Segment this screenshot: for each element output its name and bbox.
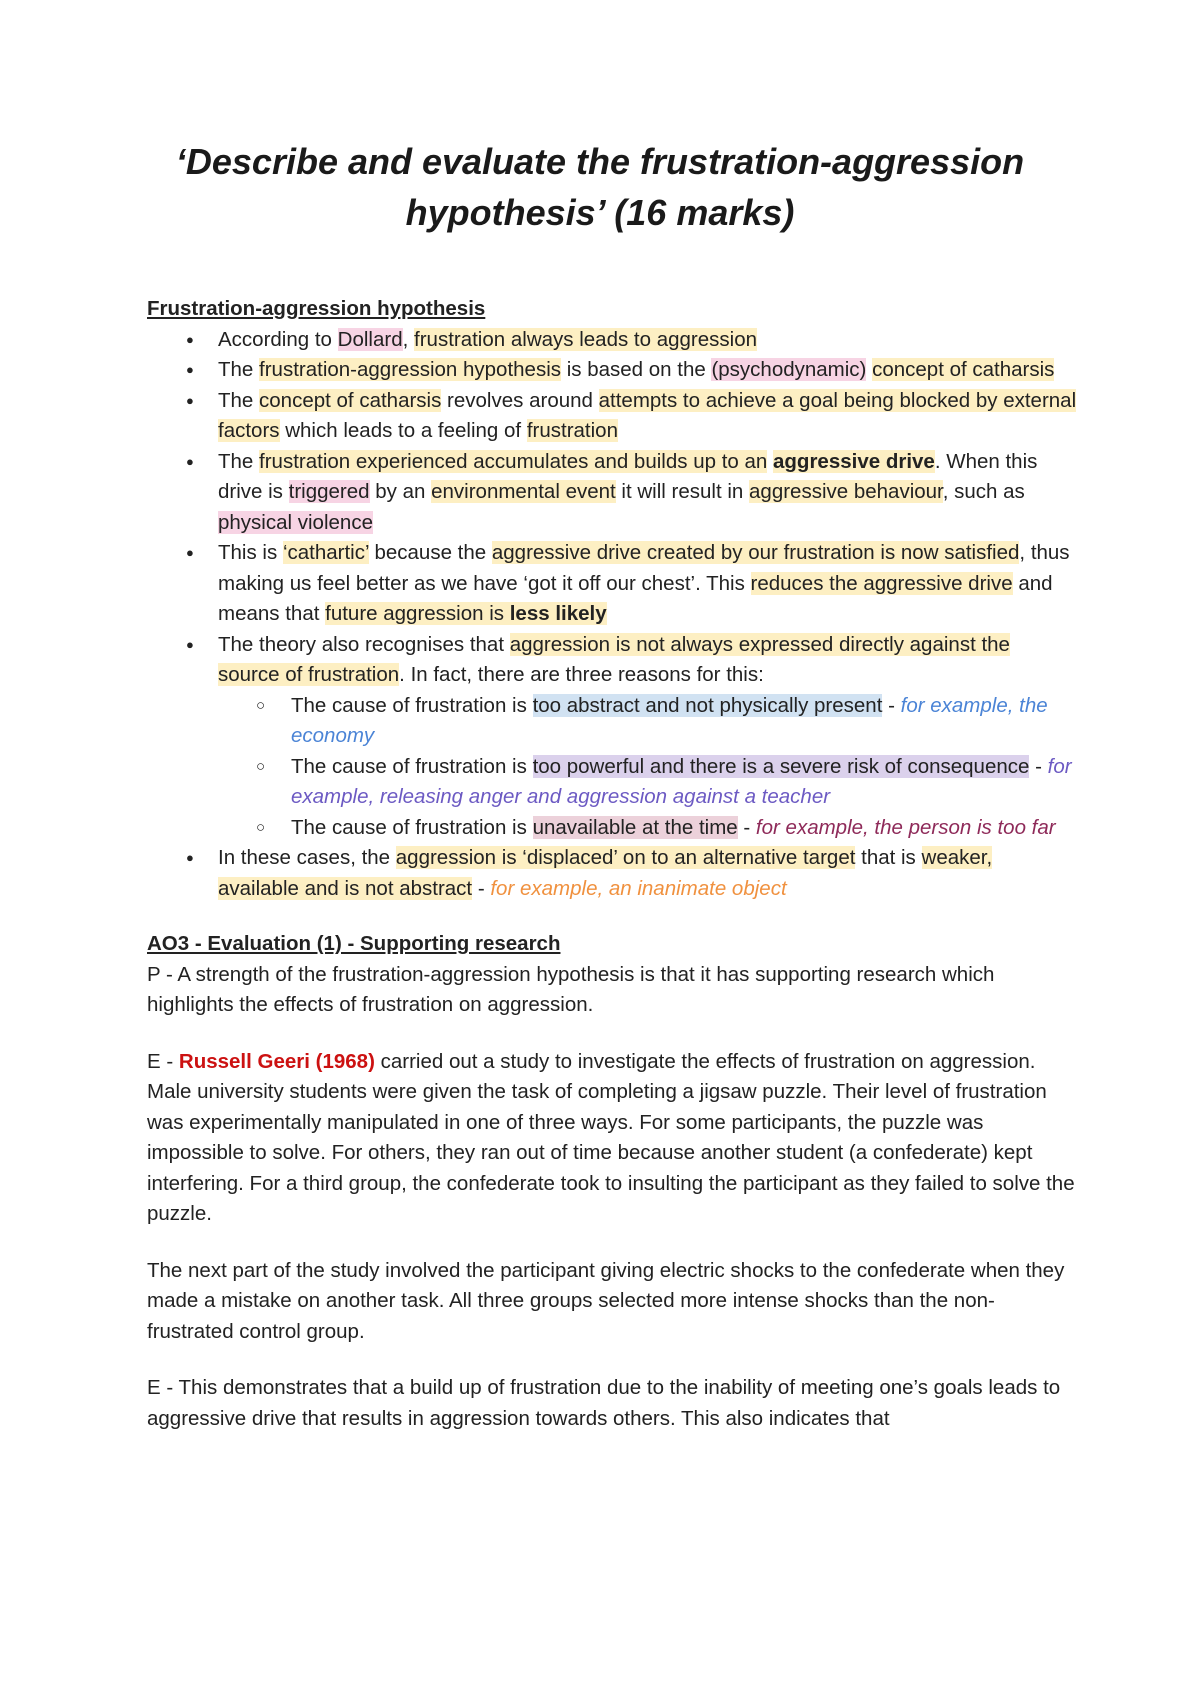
text-run: . In fact, there are three reasons for this: [399, 663, 764, 686]
highlight-pink: Dollard [337, 327, 403, 351]
bullet-item [147, 843, 1077, 904]
highlight-yellow: aggression is ‘displaced’ on to an alternative target [395, 846, 856, 869]
example-text: for example, the economy [291, 693, 1048, 747]
hypothesis-bullet-list [147, 325, 1077, 905]
text-run: , such as [942, 480, 1025, 503]
highlight-yellow: future aggression is [325, 602, 505, 625]
text-run: The cause of frustration is [291, 693, 533, 717]
text-run: which leads to a feeling of [279, 419, 527, 442]
highlight-yellow: ‘cathartic’ [282, 541, 369, 564]
highlight-yellow: frustration-aggression hypothesis [259, 358, 561, 381]
text-run: revolves around [441, 388, 599, 412]
text-run: , thus making us feel better as we have ‘got it off our chest’. This [218, 541, 1070, 595]
text-run: In these cases, the [218, 846, 396, 869]
text-run: This is [218, 541, 283, 564]
text-run: The [218, 388, 260, 412]
highlight-yellow: frustration [526, 419, 618, 442]
example-text: for example, an inanimate object [490, 876, 787, 900]
text-run: is based on the [561, 358, 712, 381]
spacer [147, 1347, 1077, 1373]
highlight-rose: unavailable at the time [532, 815, 738, 839]
highlight-blue: too abstract and not physically present [532, 693, 883, 717]
text-run: that is [855, 846, 922, 869]
bullet-item [147, 325, 1077, 356]
highlight-pink: (psychodynamic) [711, 358, 867, 381]
text-run: it will result in [615, 480, 750, 503]
bullet-item [147, 538, 1077, 630]
text-run: because the [368, 541, 492, 564]
text-run: . When this drive is [218, 449, 1038, 503]
highlight-yellow-bold: less likely [509, 602, 607, 625]
paragraph-point: P - A strength of the frustration-aggression hypothesis is that it has supporting research which highlights the effects of frustration on aggression. [147, 962, 995, 1016]
reasons-sub-list [218, 691, 1077, 844]
title-line-2: hypothesis’ (16 marks) [405, 192, 795, 233]
bullet-item [147, 355, 1077, 386]
text-run: , [402, 327, 415, 351]
highlight-yellow: aggression is not always expressed directly against the source of frustration [218, 632, 1010, 686]
spacer [147, 904, 1077, 929]
bullet-item [147, 386, 1077, 447]
spacer [147, 1230, 1077, 1256]
example-text: for example, the person is too far [755, 815, 1056, 839]
text-run: E - [147, 1049, 179, 1073]
researcher-name: Russell Geeri (1968) [178, 1049, 375, 1073]
sub-bullet-item [218, 752, 1077, 813]
highlight-yellow: frustration always leads to aggression [414, 327, 758, 351]
document-title [120, 136, 1080, 238]
document-body [147, 294, 1077, 1434]
text-run: According to [218, 327, 338, 351]
highlight-yellow: aggressive drive created by our frustration is now satisfied [491, 541, 1020, 564]
sub-bullet-item [218, 691, 1077, 752]
text-run: The cause of frustration is [291, 754, 533, 778]
highlight-violet: too powerful and there is a severe risk of consequence [532, 754, 1030, 778]
text-run: The cause of frustration is [291, 815, 533, 839]
highlight-yellow: weaker, available and is not abstract [218, 846, 993, 900]
text-run: - [737, 815, 756, 839]
text-run: The [218, 449, 260, 473]
bullet-item [147, 447, 1077, 539]
title-line-1: ‘Describe and evaluate the frustration-aggression [175, 141, 1025, 182]
highlight-pink: triggered [288, 480, 370, 503]
text-run: The [218, 358, 260, 381]
text-run: by an [369, 480, 432, 503]
text-run: carried out a study to investigate the effects of frustration on aggression. Male university students were given the task of completing a jigsaw puzzle. Their level of frustration was experimentally manipulated in one of three ways. For some participants, the puzzle was impossible to solve. For others, they ran out of time because another student (a confederate) kept interfering. For a third group, the confederate took to insulting the participant as they failed to solve the puzzle. [147, 1049, 1075, 1225]
sub-bullet-item [218, 813, 1077, 844]
paragraph-evidence [147, 1047, 1077, 1230]
text-run: - [1029, 754, 1048, 778]
text-run: The theory also recognises that [218, 632, 510, 656]
bullet-item [147, 630, 1077, 844]
text-run: - [472, 876, 491, 900]
highlight-yellow: frustration experienced accumulates and builds up to an [259, 449, 768, 473]
highlight-yellow: attempts to achieve a goal being blocked by external factors [218, 388, 1077, 442]
highlight-yellow: concept of catharsis [259, 388, 442, 412]
text-run: and means that [218, 571, 1053, 625]
highlight-yellow: concept of catharsis [872, 358, 1055, 381]
section-heading-hypothesis: Frustration-aggression hypothesis [147, 297, 486, 320]
highlight-yellow: reduces the aggressive drive [750, 571, 1013, 595]
paragraph-explanation: E - This demonstrates that a build up of frustration due to the inability of meeting one’s goals leads to aggressive drive that results in aggression towards others. This also indicates that [147, 1376, 1061, 1430]
text-run: - [882, 693, 901, 717]
spacer [147, 1021, 1077, 1047]
highlight-yellow: aggressive behaviour [749, 480, 943, 503]
highlight-pink: physical violence [218, 510, 373, 534]
example-text: for example, releasing anger and aggression against a teacher [291, 754, 1072, 808]
paragraph-study-part-two: The next part of the study involved the participant giving electric shocks to the confederate when they made a mistake on another task. All three groups selected more intense shocks than the non-frustrated control group. [147, 1258, 1065, 1343]
highlight-yellow-bold: aggressive drive [773, 449, 935, 473]
section-heading-evaluation: AO3 - Evaluation (1) - Supporting research [147, 932, 561, 955]
highlight-yellow: environmental event [431, 480, 616, 503]
text-run [504, 602, 510, 625]
